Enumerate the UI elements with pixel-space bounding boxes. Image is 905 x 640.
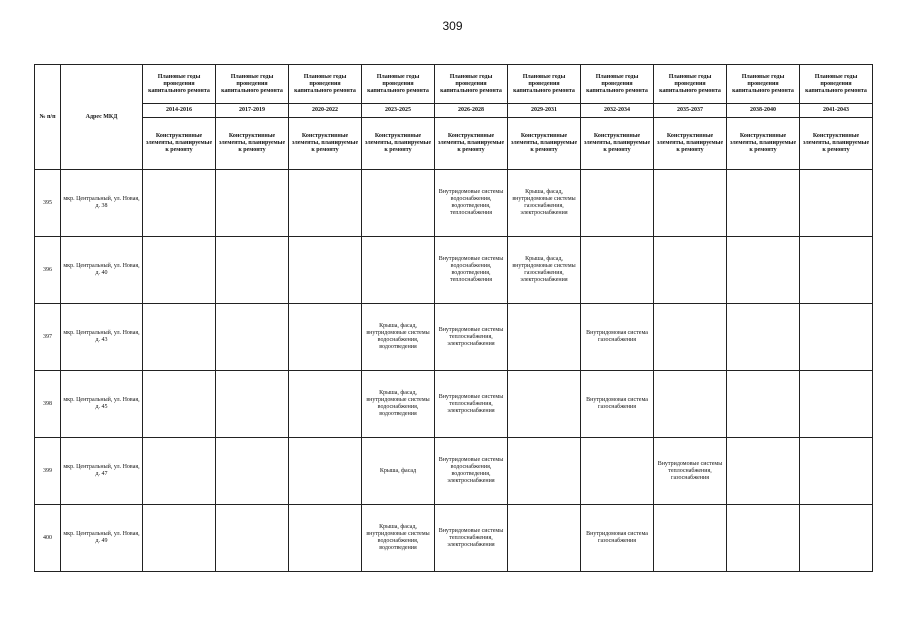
header-period-title: Плановые годы проведения капитального ремонта bbox=[216, 65, 289, 104]
table-row bbox=[35, 304, 873, 371]
header-elements-label: Конструктивные элементы, планируемые к ремонту bbox=[581, 118, 654, 170]
row-address: мкр. Центральный, ул. Новая, д. 47 bbox=[61, 438, 143, 505]
table-row bbox=[35, 438, 873, 505]
header-period-years: 2038-2040 bbox=[727, 104, 800, 118]
table-row bbox=[35, 237, 873, 304]
header-elements-label: Конструктивные элементы, планируемые к ремонту bbox=[435, 118, 508, 170]
repair-elements-cell: Крыша, фасад, внутридомовые системы газоснабжения, электроснабжения bbox=[508, 237, 581, 304]
header-row-elements bbox=[35, 118, 873, 170]
header-period-years: 2014-2016 bbox=[143, 104, 216, 118]
repair-elements-cell bbox=[143, 371, 216, 438]
row-address: мкр. Центральный, ул. Новая, д. 49 bbox=[61, 505, 143, 572]
repair-elements-cell bbox=[581, 438, 654, 505]
repair-elements-cell bbox=[727, 438, 800, 505]
repair-elements-cell bbox=[289, 438, 362, 505]
header-period-title: Плановые годы проведения капитального ремонта bbox=[581, 65, 654, 104]
repair-elements-cell bbox=[800, 371, 873, 438]
repair-elements-cell bbox=[654, 371, 727, 438]
header-elements-label: Конструктивные элементы, планируемые к ремонту bbox=[362, 118, 435, 170]
header-period-years: 2029-2031 bbox=[508, 104, 581, 118]
repair-elements-cell: Внутридомовые системы теплоснабжения, электроснабжения bbox=[435, 505, 508, 572]
repair-elements-cell: Крыша, фасад, внутридомовые системы водоснабжения, водоотведения bbox=[362, 304, 435, 371]
header-period-years: 2041-2043 bbox=[800, 104, 873, 118]
repair-elements-cell bbox=[654, 170, 727, 237]
header-period-title: Плановые годы проведения капитального ремонта bbox=[289, 65, 362, 104]
repair-elements-cell bbox=[654, 304, 727, 371]
repair-elements-cell: Внутридомовые системы водоснабжения, водоотведения, теплоснабжения bbox=[435, 170, 508, 237]
row-address: мкр. Центральный, ул. Новая, д. 40 bbox=[61, 237, 143, 304]
repair-elements-cell: Крыша, фасад, внутридомовые системы водоснабжения, водоотведения bbox=[362, 505, 435, 572]
repair-elements-cell: Внутридомовые системы теплоснабжения, электроснабжения bbox=[435, 371, 508, 438]
table-row bbox=[35, 505, 873, 572]
header-address: Адрес МКД bbox=[61, 65, 143, 170]
repair-elements-cell bbox=[143, 170, 216, 237]
header-period-title: Плановые годы проведения капитального ремонта bbox=[654, 65, 727, 104]
header-elements-label: Конструктивные элементы, планируемые к ремонту bbox=[216, 118, 289, 170]
row-address: мкр. Центральный, ул. Новая, д. 43 bbox=[61, 304, 143, 371]
repair-elements-cell bbox=[143, 237, 216, 304]
table-row bbox=[35, 371, 873, 438]
table-row bbox=[35, 170, 873, 237]
repair-elements-cell bbox=[216, 505, 289, 572]
header-period-years: 2035-2037 bbox=[654, 104, 727, 118]
row-number: 398 bbox=[35, 371, 61, 438]
header-elements-label: Конструктивные элементы, планируемые к ремонту bbox=[143, 118, 216, 170]
header-row-titles bbox=[35, 65, 873, 104]
repair-elements-cell bbox=[654, 237, 727, 304]
header-row-years bbox=[35, 104, 873, 118]
repair-elements-cell: Внутридомовая система газоснабжения bbox=[581, 505, 654, 572]
row-address: мкр. Центральный, ул. Новая, д. 45 bbox=[61, 371, 143, 438]
header-period-years: 2032-2034 bbox=[581, 104, 654, 118]
repair-elements-cell bbox=[508, 438, 581, 505]
repair-elements-cell bbox=[727, 237, 800, 304]
header-period-title: Плановые годы проведения капитального ремонта bbox=[508, 65, 581, 104]
repair-elements-cell bbox=[289, 237, 362, 304]
repair-elements-cell: Внутридомовые системы теплоснабжения, электроснабжения bbox=[435, 304, 508, 371]
repair-elements-cell: Внутридомовые системы теплоснабжения, газоснабжения bbox=[654, 438, 727, 505]
repair-elements-cell bbox=[508, 505, 581, 572]
repair-elements-cell bbox=[508, 371, 581, 438]
repair-elements-cell bbox=[362, 170, 435, 237]
row-number: 396 bbox=[35, 237, 61, 304]
header-elements-label: Конструктивные элементы, планируемые к ремонту bbox=[508, 118, 581, 170]
row-number: 399 bbox=[35, 438, 61, 505]
repair-elements-cell bbox=[727, 505, 800, 572]
row-number: 400 bbox=[35, 505, 61, 572]
capital-repair-plan-table bbox=[34, 64, 873, 572]
header-elements-label: Конструктивные элементы, планируемые к ремонту bbox=[800, 118, 873, 170]
table-body bbox=[35, 170, 873, 572]
repair-elements-cell bbox=[216, 438, 289, 505]
row-number: 397 bbox=[35, 304, 61, 371]
repair-elements-cell: Внутридомовые системы водоснабжения, водоотведения, теплоснабжения bbox=[435, 237, 508, 304]
repair-elements-cell bbox=[216, 237, 289, 304]
repair-elements-cell bbox=[800, 304, 873, 371]
row-number: 395 bbox=[35, 170, 61, 237]
repair-elements-cell bbox=[362, 237, 435, 304]
header-period-years: 2023-2025 bbox=[362, 104, 435, 118]
repair-elements-cell bbox=[143, 505, 216, 572]
repair-elements-cell bbox=[143, 304, 216, 371]
repair-elements-cell bbox=[581, 170, 654, 237]
repair-elements-cell bbox=[216, 304, 289, 371]
repair-elements-cell bbox=[800, 505, 873, 572]
header-period-title: Плановые годы проведения капитального ремонта bbox=[362, 65, 435, 104]
header-period-years: 2017-2019 bbox=[216, 104, 289, 118]
repair-elements-cell bbox=[289, 304, 362, 371]
repair-elements-cell bbox=[800, 237, 873, 304]
repair-elements-cell bbox=[727, 371, 800, 438]
repair-elements-cell: Крыша, фасад, внутридомовые системы водоснабжения, водоотведения bbox=[362, 371, 435, 438]
header-period-years: 2026-2028 bbox=[435, 104, 508, 118]
repair-elements-cell: Внутридомовая система газоснабжения bbox=[581, 304, 654, 371]
header-period-title: Плановые годы проведения капитального ремонта bbox=[727, 65, 800, 104]
repair-elements-cell bbox=[143, 438, 216, 505]
repair-elements-cell bbox=[727, 304, 800, 371]
header-num: № п/п bbox=[35, 65, 61, 170]
repair-elements-cell bbox=[654, 505, 727, 572]
repair-elements-cell bbox=[216, 170, 289, 237]
repair-elements-cell bbox=[289, 505, 362, 572]
header-period-title: Плановые годы проведения капитального ремонта bbox=[800, 65, 873, 104]
repair-elements-cell: Крыша, фасад, внутридомовые системы газоснабжения, электроснабжения bbox=[508, 170, 581, 237]
page-number: 309 bbox=[442, 19, 463, 33]
row-address: мкр. Центральный, ул. Новая, д. 38 bbox=[61, 170, 143, 237]
repair-elements-cell bbox=[508, 304, 581, 371]
repair-elements-cell: Внутридомовая система газоснабжения bbox=[581, 371, 654, 438]
repair-elements-cell bbox=[289, 371, 362, 438]
header-elements-label: Конструктивные элементы, планируемые к ремонту bbox=[727, 118, 800, 170]
repair-elements-cell bbox=[800, 438, 873, 505]
repair-elements-cell bbox=[216, 371, 289, 438]
repair-elements-cell bbox=[727, 170, 800, 237]
repair-elements-cell: Внутридомовые системы водоснабжения, водоотведения, электроснабжения bbox=[435, 438, 508, 505]
repair-elements-cell bbox=[800, 170, 873, 237]
repair-elements-cell bbox=[289, 170, 362, 237]
repair-elements-cell bbox=[581, 237, 654, 304]
repair-elements-cell: Крыша, фасад bbox=[362, 438, 435, 505]
header-period-title: Плановые годы проведения капитального ремонта bbox=[143, 65, 216, 104]
header-elements-label: Конструктивные элементы, планируемые к ремонту bbox=[654, 118, 727, 170]
header-elements-label: Конструктивные элементы, планируемые к ремонту bbox=[289, 118, 362, 170]
header-period-title: Плановые годы проведения капитального ремонта bbox=[435, 65, 508, 104]
header-period-years: 2020-2022 bbox=[289, 104, 362, 118]
